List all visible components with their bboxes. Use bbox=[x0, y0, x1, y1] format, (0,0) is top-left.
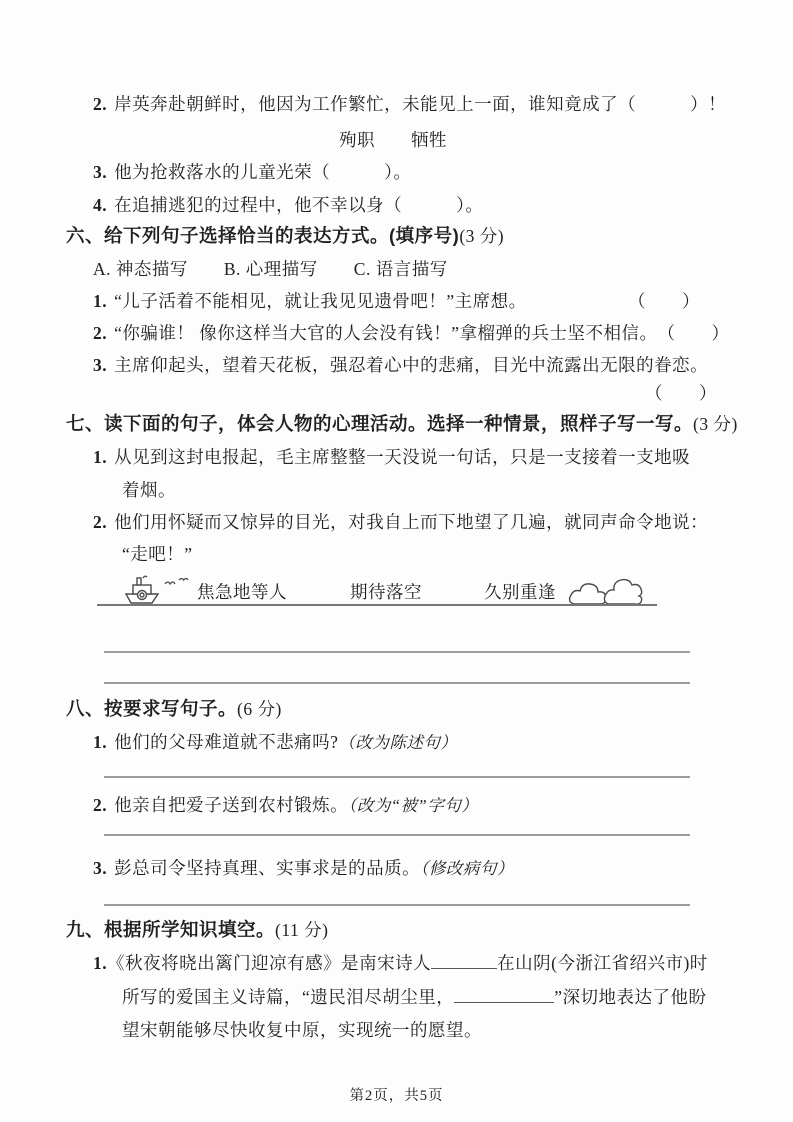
item-text: 《秋夜将晓出篱门迎凉有感》是南宋诗人 bbox=[107, 953, 432, 973]
section-heading-text: 七、读下面的句子，体会人物的心理活动。选择一种情景，照样子写一写。 bbox=[66, 413, 694, 434]
item-text: 岸英奔赴朝鲜时，他因为工作繁忙，未能见上一面，谁知竟成了（ ）！ bbox=[114, 94, 727, 114]
section-heading bbox=[66, 412, 738, 436]
item-text: 1. “儿子活着不能相见，就让我见见遗骨吧！”主席想。 bbox=[93, 291, 527, 311]
section-points: (3 分) bbox=[459, 226, 505, 246]
page-number: 第2页，共5页 bbox=[349, 1088, 444, 1104]
item-number: 2. bbox=[93, 512, 108, 532]
answer-line bbox=[104, 834, 690, 836]
item-text: 他亲自把爱子送到农村锻炼。 bbox=[114, 795, 349, 815]
answer-line bbox=[104, 904, 690, 906]
item-number: 1. bbox=[93, 953, 108, 973]
question-item bbox=[93, 445, 690, 469]
answer-bracket: （ ） bbox=[657, 323, 730, 343]
answer-bracket: （ ） bbox=[645, 383, 717, 403]
answer-line bbox=[104, 682, 690, 684]
boat-icon bbox=[122, 574, 164, 606]
item-text: 从见到这封电报起，毛主席整整一天没说一句话，只是一支接着一支地吸 bbox=[114, 447, 691, 467]
item-text-continued: 所写的爱国主义诗篇，“遗民泪尽胡尘里， ”深切地表达了他盼 bbox=[122, 987, 707, 1007]
item-text-continued: 望宋朝能够尽快收复中原，实现统一的愿望。 bbox=[122, 1020, 482, 1040]
fill-blank bbox=[431, 953, 497, 969]
item-instruction: （改为陈述句） bbox=[338, 733, 458, 752]
item-number: 2. bbox=[93, 323, 108, 343]
answer-line bbox=[104, 776, 690, 778]
section-heading-text: 九、根据所学知识填空。 bbox=[66, 919, 276, 940]
item-number: 1. bbox=[93, 732, 108, 752]
question-item bbox=[93, 730, 457, 755]
section-points: (6 分) bbox=[237, 699, 282, 719]
question-item bbox=[93, 510, 708, 534]
item-number: 2. bbox=[93, 94, 108, 114]
item-number: 1. bbox=[93, 447, 108, 467]
item-text-continued: 着烟。 bbox=[122, 480, 176, 500]
item-text: 2. “你骗谁！ 像你这样当大官的人会没有钱！”拿榴弹的兵士坚不相信。 bbox=[93, 323, 658, 343]
answer-bracket: （ ） bbox=[628, 291, 700, 311]
clouds-icon bbox=[568, 572, 658, 606]
section-heading bbox=[66, 697, 282, 721]
question-item bbox=[93, 321, 730, 345]
item-number: 3. bbox=[93, 355, 108, 375]
scene-option: 久别重逢 bbox=[484, 582, 556, 602]
section-points: (3 分) bbox=[693, 414, 738, 434]
question-item bbox=[93, 92, 726, 116]
fill-blank bbox=[454, 987, 554, 1003]
item-instruction: （改为“被”字句） bbox=[348, 796, 479, 815]
question-item bbox=[93, 193, 483, 217]
item-number: 1. bbox=[93, 291, 108, 311]
birds-icon bbox=[163, 576, 191, 590]
scene-option: 焦急地等人 bbox=[197, 582, 287, 602]
item-text: 他为抢救落水的儿童光荣（ ）。 bbox=[114, 162, 412, 182]
question-item bbox=[93, 793, 478, 818]
section-points: (11 分) bbox=[275, 920, 329, 940]
answer-line bbox=[104, 651, 690, 653]
question-item bbox=[93, 353, 708, 377]
scene-option: 期待落空 bbox=[350, 582, 422, 602]
item-instruction: （修改病句） bbox=[420, 859, 514, 878]
item-text: 他们的父母难道就不悲痛吗? bbox=[114, 732, 339, 752]
item-number: 2. bbox=[93, 795, 108, 815]
item-text: 他们用怀疑而又惊异的目光，对我自上而下地望了几遍，就同声命令地说： bbox=[114, 512, 709, 532]
item-text-continued: “走吧！” bbox=[122, 544, 193, 564]
question-item bbox=[93, 160, 411, 184]
scene-bank-underline bbox=[97, 604, 657, 606]
section-heading bbox=[66, 224, 504, 248]
item-text: 彭总司令坚持真理、实事求是的品质。 bbox=[114, 858, 421, 878]
question-item bbox=[93, 856, 514, 881]
item-text: 在追捕逃犯的过程中，他不幸以身（ ）。 bbox=[114, 195, 484, 215]
word-bank: 殉职 牺牲 bbox=[339, 130, 447, 150]
item-number: 3. bbox=[93, 162, 108, 182]
section-heading bbox=[66, 918, 328, 942]
item-number: 3. bbox=[93, 858, 108, 878]
item-text: 主席仰起头，望着天花板，强忍着心中的悲痛，目光中流露出无限的眷恋。 bbox=[114, 355, 709, 375]
question-item bbox=[93, 289, 700, 313]
section-heading-text: 八、按要求写句子。 bbox=[66, 698, 238, 719]
option-list: A. 神态描写 B. 心理描写 C. 语言描写 bbox=[93, 259, 448, 279]
question-item bbox=[93, 951, 708, 975]
section-heading-text: 六、给下列句子选择恰当的表达方式。(填序号) bbox=[66, 225, 460, 246]
item-text: 在山阴(今浙江省绍兴市)时 bbox=[497, 953, 708, 973]
item-number: 4. bbox=[93, 195, 108, 215]
